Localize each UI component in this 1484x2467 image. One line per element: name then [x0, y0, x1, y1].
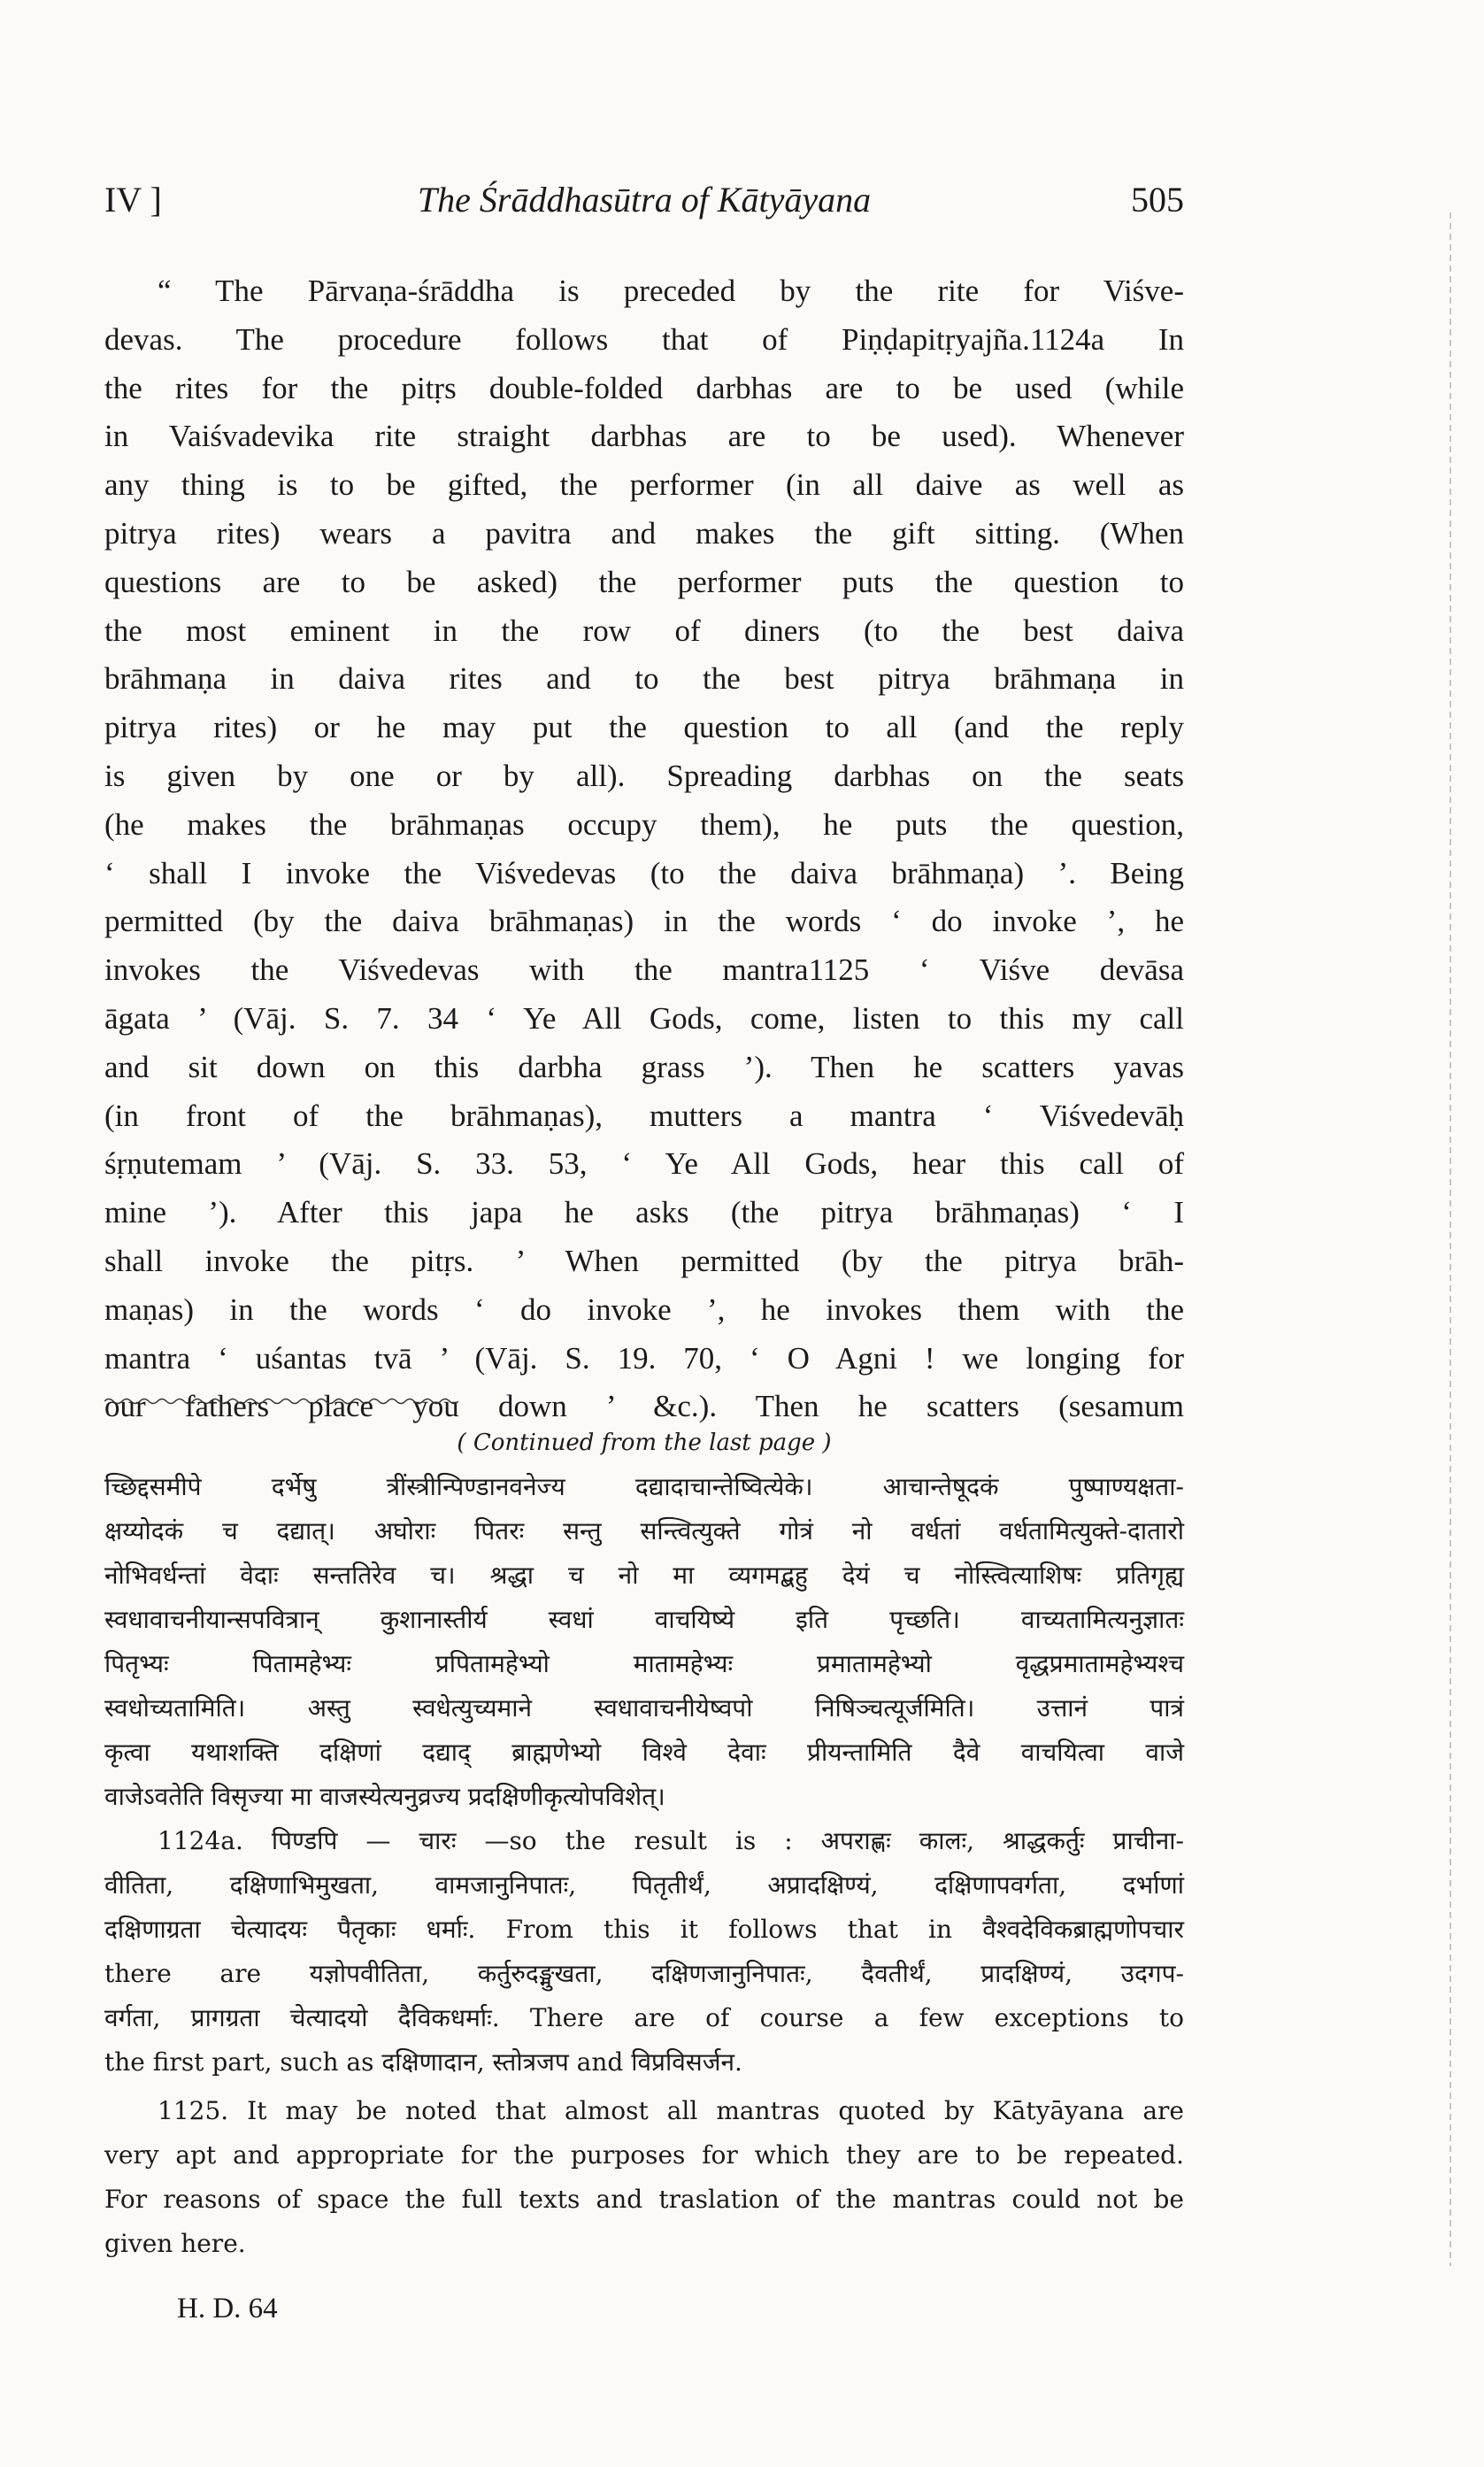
- text-line: brāhmaṇa in daiva rites and to the best pitrya brāhmaṇa in: [104, 661, 1184, 697]
- footnote-line: वाजेऽवतेति विसृज्या मा वाजस्येत्यनुव्रज्य प्रदक्षिणीकृत्योपविशेत्।: [104, 1782, 665, 1811]
- footnote-1124a: [104, 1819, 1184, 2085]
- footnote-line: very apt and appropriate for the purposes for which they are to be repeated.: [104, 2140, 1184, 2170]
- text-line: mine ’). After this japa he asks (the pitrya brāhmaṇas) ‘ I: [104, 1195, 1184, 1230]
- footnote-continued-text: [104, 1465, 1184, 1819]
- footnote-line: क्षय्योदकं च दद्यात्। अघोराः पितरः सन्तु सन्त्वित्युक्ते गोत्रं नो वर्धतां वर्धतामित्युक्ते-दातारो: [104, 1516, 1184, 1546]
- footnote-line: वर्गता, प्रागग्रता चेत्यादयो दैविकधर्माः. There are of course a few exceptions to: [104, 2003, 1184, 2032]
- footnote-line: 1124a. पिण्डपि — चारः —so the result is : अपराह्णः कालः, श्राद्धकर्तुः प्राचीना-: [158, 1826, 1184, 1855]
- text-line: is given by one or by all). Spreading darbhas on the seats: [104, 758, 1184, 793]
- text-line: (in front of the brāhmaṇas), mutters a mantra ‘ Viśvedevāḥ: [104, 1098, 1184, 1133]
- running-title: The Śrāddhasūtra of Kātyāyana: [417, 180, 872, 220]
- text-line: (he makes the brāhmaṇas occupy them), he puts the question,: [104, 806, 1184, 842]
- page-edge-line: [1449, 212, 1451, 2266]
- chapter-label: IV ]: [104, 180, 162, 220]
- footnote-continued: [104, 1421, 1184, 1819]
- footnote-line: स्वधोच्यतामिति। अस्तु स्वधेत्युच्यमाने स्वधावाचनीयेष्वपो निषिञ्चत्यूर्जमिति। उत्तानं पात्रं: [104, 1693, 1184, 1723]
- running-header: [104, 179, 1184, 223]
- footnote-line: पितृभ्यः पितामहेभ्यः प्रपितामहेभ्यो मातामहेभ्यः प्रमातामहेभ्यो वृद्धप्रमातामहेभ्यश्च: [104, 1649, 1184, 1678]
- footnote-1125: [104, 2089, 1184, 2266]
- text-line: the rites for the pitṛs double-folded darbhas are to be used (while: [104, 370, 1184, 405]
- signature-mark: H. D. 64: [177, 2293, 278, 2324]
- text-line: invokes the Viśvedevas with the mantra1125 ‘ Viśve devāsa: [104, 952, 1184, 988]
- text-line: pitrya rites) or he may put the question to all (and the reply: [104, 710, 1184, 745]
- section-divider: [104, 1397, 458, 1406]
- footnote-line: कृत्वा यथाशक्ति दक्षिणां दद्याद् ब्राह्मणेभ्यो विश्वे देवाः प्रीयन्तामिति दैवे वाचयित्वा वाजे: [104, 1738, 1184, 1767]
- footnote-line: नोभिवर्धन्तां वेदाः सन्ततिरेव च। श्रद्धा च नो मा व्यगमद्बहु देयं च नोस्त्वित्याशिषः प्रतिगृह्य: [104, 1561, 1184, 1590]
- text-line: pitrya rites) wears a pavitra and makes the gift sitting. (When: [104, 515, 1184, 551]
- text-line: “ The Pārvaṇa-śrāddha is preceded by the rite for Viśve-: [158, 274, 1184, 308]
- text-line: our fathers place you down ’ &c.). Then he scatters (sesamum: [104, 1389, 1184, 1424]
- text-line: in Vaiśvadevika rite straight darbhas are to be used). Whenever: [104, 419, 1184, 454]
- main-text: [104, 267, 1184, 1431]
- footnote-line: 1125. It may be noted that almost all mantras quoted by Kātyāyana are: [158, 2096, 1184, 2125]
- text-line: maṇas) in the words ‘ do invoke ’, he invokes them with the: [104, 1291, 1184, 1327]
- footnote-line: there are यज्ञोपवीतिता, कर्तुरुदङ्मुखता, दक्षिणजानुनिपातः, दैवतीर्थं, प्रादक्षिण्यं, उदगप-: [104, 1959, 1184, 1988]
- page-number: 505: [1131, 180, 1184, 220]
- footnote-line: च्छिद्दसमीपे दर्भेषु त्रींस्त्रीन्पिण्डानवनेज्य दद्यादाचान्तेष्वित्येके। आचान्तेषूदकं पुष्पाण्यक्षता-: [104, 1472, 1184, 1501]
- footnote-line: दक्षिणाग्रता चेत्यादयः पैतृकाः धर्माः. From this it follows that in वैश्वदेविकब्राह्मणोपचार: [104, 1915, 1184, 1944]
- text-line: and sit down on this darbha grass ’). Then he scatters yavas: [104, 1049, 1184, 1084]
- text-line: questions are to be asked) the performer puts the question to: [104, 564, 1184, 599]
- text-line: shall invoke the pitṛs. ’ When permitted (by the pitrya brāh-: [104, 1243, 1184, 1278]
- text-line: śṛṇutemam ’ (Vāj. S. 33. 53, ‘ Ye All Gods, hear this call of: [104, 1146, 1184, 1182]
- text-line: any thing is to be gifted, the performer (in all daive as well as: [104, 467, 1184, 503]
- footnote-line: the first part, such as दक्षिणादान, स्तोत्रजप and विप्रविसर्जन.: [104, 2047, 742, 2077]
- text-line: the most eminent in the row of diners (to the best daiva: [104, 613, 1184, 648]
- text-line: devas. The procedure follows that of Piṇḍapitṛyajña.1124a In: [104, 321, 1184, 357]
- text-line: permitted (by the daiva brāhmaṇas) in the words ‘ do invoke ’, he: [104, 904, 1184, 939]
- text-line: āgata ’ (Vāj. S. 7. 34 ‘ Ye All Gods, come, listen to this my call: [104, 1000, 1184, 1036]
- footnote-line: given here.: [104, 2229, 246, 2258]
- footnote-continued-caption: ( Continued from the last page ): [457, 1430, 832, 1456]
- text-line: ‘ shall I invoke the Viśvedevas (to the daiva brāhmaṇa) ’. Being: [104, 855, 1184, 890]
- footnote-line: For reasons of space the full texts and traslation of the mantras could not be: [104, 2185, 1184, 2214]
- text-line: mantra ‘ uśantas tvā ’ (Vāj. S. 19. 70, ‘ O Agni ! we longing for: [104, 1340, 1184, 1376]
- footnote-line: स्वधावाचनीयान्सपवित्रान् कुशानास्तीर्य स्वधां वाचयिष्ये इति पृच्छति। वाच्यतामित्यनुज्ञातः: [104, 1605, 1184, 1634]
- footnote-line: वीतिता, दक्षिणाभिमुखता, वामजानुनिपातः, पितृतीर्थं, अप्रादक्षिण्यं, दक्षिणापवर्गता, दर्भाणां: [104, 1870, 1184, 1900]
